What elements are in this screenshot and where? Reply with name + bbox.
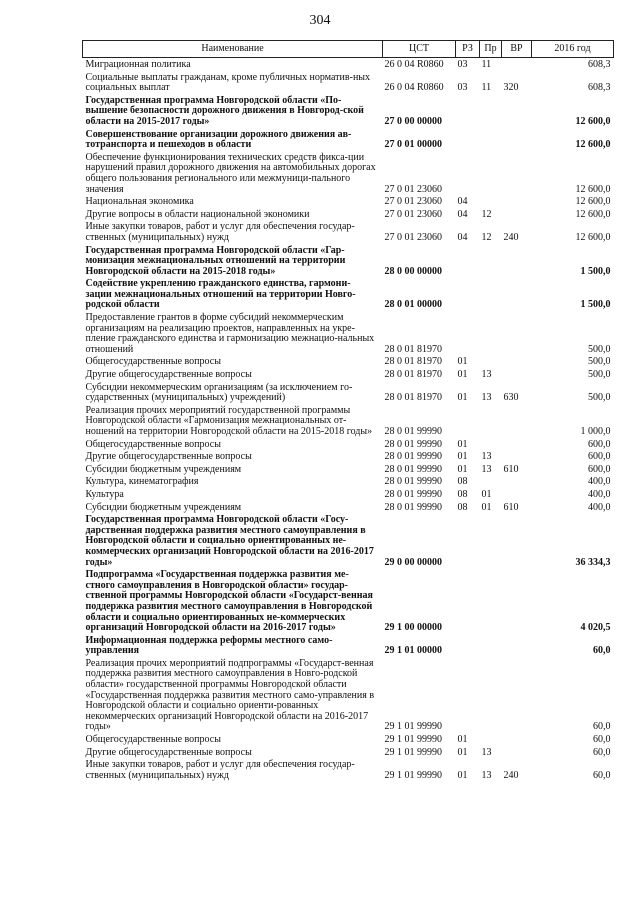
cell-rz: 01 [457,438,468,450]
cell-name: Культура [85,488,124,500]
cell-vr [502,151,532,195]
cell-cst: 27 0 01 23060 [384,183,442,195]
table-body [83,58,614,782]
cell-cst: 28 0 01 00000 [384,299,442,311]
cell-pr [480,657,502,733]
table-row [83,311,614,355]
header-vr: ВР [502,41,532,58]
table-row [83,475,614,488]
cell-vr [502,513,532,568]
cell-pr: 13 [481,369,492,381]
cell-cst: 28 0 01 99990 [384,476,442,488]
cell-cst: 26 0 04 R0860 [384,59,444,70]
cell-val: 600,0 [588,438,611,450]
cell-pr: 13 [481,746,492,758]
cell-val: 400,0 [588,488,611,500]
table-row [83,501,614,514]
cell-cst: 28 0 00 00000 [384,265,442,277]
cell-rz [456,128,480,151]
header-name: Наименование [83,41,383,58]
cell-name: Обеспечение функционирования технических средств фикса-ции нарушений правил дорожного движения на автомобильных дорогах общего пользования регионального или межмуници-пального значения [85,151,376,195]
header-year: 2016 год [532,41,614,58]
table-row [83,513,614,568]
cell-name: Иные закупки товаров, работ и услуг для обеспечения государ-ственных (муниципальных) нужд [85,759,355,781]
table-row [83,128,614,151]
cell-rz: 08 [457,476,468,488]
cell-pr [480,195,502,208]
cell-cst: 28 0 01 81970 [384,369,442,381]
cell-vr [502,746,532,759]
cell-name: Другие общегосударственные вопросы [85,451,252,463]
cell-pr: 01 [481,488,492,500]
cell-name: Культура, кинематография [85,476,199,488]
cell-name: Реализация прочих мероприятий подпрограммы «Государст-венная поддержка развития местного самоуправления в Новго-родской области» государственной программы Новгородской области «Государственная поддержка развития местного само-управления в Новгородской области и социально ориенти-рованных некоммерческих организаций Новгородской области на 2016-2017 годы» [85,657,375,733]
cell-vr [502,438,532,451]
cell-vr [502,277,532,311]
cell-val: 60,0 [593,746,611,758]
table-row [83,634,614,657]
cell-vr [502,634,532,657]
cell-cst: 29 0 00 00000 [384,556,442,568]
cell-vr [502,657,532,733]
cell-rz: 01 [457,734,468,746]
cell-rz: 01 [457,451,468,463]
cell-pr [480,475,502,488]
cell-pr [480,634,502,657]
cell-name: Миграционная политика [85,59,191,70]
table-row [83,368,614,381]
table-row [83,438,614,451]
cell-rz: 04 [457,231,468,243]
cell-vr: 630 [503,392,519,404]
page-number: 304 [309,13,331,28]
cell-vr [502,94,532,128]
table-row [83,355,614,368]
cell-cst: 29 1 01 99990 [384,721,442,733]
cell-val: 4 020,5 [580,622,611,634]
cell-val: 600,0 [588,451,611,463]
table-row [83,463,614,476]
cell-vr: 610 [503,463,519,475]
cell-val: 500,0 [588,392,611,404]
cell-pr [480,311,502,355]
table-header-row [83,41,614,58]
cell-pr [480,128,502,151]
cell-val: 12 600,0 [575,183,611,195]
cell-val: 12 600,0 [575,139,611,151]
cell-vr: 240 [503,231,519,243]
cell-val: 500,0 [588,369,611,381]
cell-cst: 27 0 01 23060 [384,208,442,220]
table-row [83,488,614,501]
cell-rz: 01 [457,746,468,758]
cell-val: 500,0 [588,343,611,355]
table-row [83,746,614,759]
cell-vr: 610 [503,501,519,513]
cell-pr [480,355,502,368]
cell-rz [456,94,480,128]
cell-cst: 29 1 01 99990 [384,746,442,758]
cell-rz [456,244,480,278]
cell-name: Государственная программа Новгородской области «Госу-дарственная поддержка развития местного самоуправления в Новгородской области и социально ориентированных не-коммерческих организаций Новгородской области на 2016-2017 годы» [85,514,374,568]
cell-cst: 28 0 01 99990 [384,501,442,513]
cell-cst: 29 1 01 00000 [384,645,442,657]
table-row [83,758,614,781]
cell-vr: 240 [503,769,519,781]
cell-pr [480,94,502,128]
table-row [83,450,614,463]
cell-pr [480,404,502,438]
cell-val: 1 500,0 [580,299,611,311]
cell-pr: 13 [481,451,492,463]
cell-cst: 28 0 01 99990 [384,463,442,475]
cell-val: 1 000,0 [580,426,611,437]
cell-val: 400,0 [588,501,611,513]
table-row [83,733,614,746]
cell-val: 400,0 [588,476,611,488]
cell-val: 12 600,0 [575,115,611,127]
cell-val: 600,0 [588,463,611,475]
cell-val: 500,0 [588,356,611,368]
cell-rz: 08 [457,488,468,500]
cell-rz: 01 [457,769,468,781]
cell-pr [480,733,502,746]
cell-vr [502,568,532,634]
cell-vr [502,450,532,463]
cell-pr: 13 [481,769,492,781]
cell-vr [502,404,532,438]
cell-cst: 27 0 01 00000 [384,139,442,151]
cell-name: Общегосударственные вопросы [85,356,221,368]
cell-cst: 28 0 01 81970 [384,356,442,368]
cell-vr [502,208,532,221]
cell-vr [502,475,532,488]
cell-rz: 04 [457,196,468,208]
cell-pr: 12 [481,208,492,220]
cell-cst: 28 0 01 99990 [384,426,442,437]
cell-name: Реализация прочих мероприятий государственной программы Новгородской области «Гармонизация межнациональных от-ношений на территории Новгородской области на 2015-2018 годы» [85,404,373,437]
table-row [83,244,614,278]
cell-rz: 04 [457,208,468,220]
cell-name: Государственная программа Новгородской области «Гар-монизация межнациональных отношений на территории Новгородской области на 2015-2018 годы» [85,244,346,277]
table-row [83,195,614,208]
cell-name: Иные закупки товаров, работ и услуг для обеспечения государ-ственных (муниципальных) нужд [85,221,355,243]
header-cst: ЦСТ [383,41,456,58]
cell-name: Национальная экономика [85,196,194,208]
cell-rz: 01 [457,356,468,368]
cell-val: 12 600,0 [575,208,611,220]
cell-val: 60,0 [593,769,611,781]
cell-vr [502,128,532,151]
cell-val: 12 600,0 [575,196,611,208]
cell-cst: 29 1 01 99990 [384,734,442,746]
cell-vr [502,368,532,381]
cell-name: Содействие укреплению гражданского единства, гармони-зации межнациональных отношений на территории Новго-родской области [85,278,356,311]
cell-vr [502,355,532,368]
cell-pr: 01 [481,501,492,513]
cell-rz [456,404,480,438]
cell-vr [502,195,532,208]
table-row [83,208,614,221]
cell-cst: 27 0 00 00000 [384,115,442,127]
cell-vr [502,311,532,355]
cell-rz [456,277,480,311]
cell-val: 608,3 [588,82,611,94]
table-row [83,404,614,438]
cell-pr [480,244,502,278]
cell-rz [456,311,480,355]
cell-val: 1 500,0 [580,265,611,277]
table-row [83,568,614,634]
cell-pr [480,513,502,568]
cell-cst: 28 0 01 81970 [384,392,442,404]
cell-name: Предоставление грантов в форме субсидий некоммерческим организациям на реализацию проектов, направленных на укре-пление гражданского единства и гармонизацию межнацио-нальных отношений [85,312,375,355]
cell-cst: 28 0 01 81970 [384,343,442,355]
cell-rz [456,151,480,195]
cell-rz: 08 [457,501,468,513]
cell-cst: 27 0 01 23060 [384,231,442,243]
cell-name: Субсидии некоммерческим организациям (за исключением го-сударственных (муниципальных) учреждений) [85,381,353,404]
cell-name: Другие вопросы в области национальной экономики [85,208,310,220]
cell-rz: 01 [457,369,468,381]
cell-vr: 320 [503,82,519,94]
cell-cst: 29 1 01 99990 [384,769,442,781]
cell-val: 60,0 [593,734,611,746]
header-rz: РЗ [456,41,480,58]
cell-rz [456,513,480,568]
cell-rz [456,634,480,657]
cell-name: Социальные выплаты гражданам, кроме публичных норматив-ных социальных выплат [85,71,371,94]
cell-rz: 03 [457,59,468,70]
cell-pr: 13 [481,392,492,404]
cell-rz [456,657,480,733]
cell-rz: 03 [457,82,468,94]
cell-pr: 12 [481,231,492,243]
table-row [83,220,614,243]
cell-pr: 11 [481,59,492,70]
cell-cst: 29 1 00 00000 [384,622,442,634]
cell-val: 36 334,3 [575,556,611,568]
cell-val: 608,3 [588,59,611,70]
table-row [83,94,614,128]
cell-name: Другие общегосударственные вопросы [85,746,252,758]
cell-pr [480,277,502,311]
table-row [83,71,614,94]
cell-name: Субсидии бюджетным учреждениям [85,463,242,475]
cell-cst: 26 0 04 R0860 [384,82,444,94]
cell-val: 12 600,0 [575,231,611,243]
cell-pr [480,568,502,634]
cell-cst: 28 0 01 99990 [384,438,442,450]
cell-name: Государственная программа Новгородской области «По-вышение безопасности дорожного движения в Новгород-ской области на 2015-2017 годы» [85,94,364,127]
cell-vr [502,244,532,278]
table-row [83,381,614,404]
table-row [83,58,614,71]
cell-pr: 11 [481,82,492,94]
table-row [83,657,614,733]
cell-cst: 28 0 01 99990 [384,488,442,500]
cell-name: Общегосударственные вопросы [85,438,221,450]
cell-val: 60,0 [593,645,611,657]
cell-cst: 27 0 01 23060 [384,196,442,208]
header-pr: Пр [480,41,502,58]
cell-val: 60,0 [593,721,611,733]
cell-name: Информационная поддержка реформы местного само-управления [85,634,333,657]
cell-rz: 01 [457,463,468,475]
table-row [83,151,614,195]
table-row [83,277,614,311]
cell-name: Другие общегосударственные вопросы [85,369,252,381]
cell-rz: 01 [457,392,468,404]
cell-name: Общегосударственные вопросы [85,734,221,746]
cell-vr [502,488,532,501]
cell-name: Совершенствование организации дорожного движения ав-тотранспорта и пешеходов в области [85,128,352,151]
budget-table [82,40,614,781]
cell-vr [502,733,532,746]
cell-rz [456,568,480,634]
cell-vr [502,58,532,71]
cell-name: Субсидии бюджетным учреждениям [85,501,242,513]
cell-cst: 28 0 01 99990 [384,451,442,463]
cell-name: Подпрограмма «Государственная поддержка развития ме-стного самоуправления в Новгородской области» государ-ственной программы Новгородской области «Государст-венная поддержка развития местного самоуправления в Новгородской области и социально ориентированных не-коммерческих организаций Новгородской области на 2016-2017 годы» [85,569,373,634]
cell-pr: 13 [481,463,492,475]
cell-pr [480,438,502,451]
cell-pr [480,151,502,195]
